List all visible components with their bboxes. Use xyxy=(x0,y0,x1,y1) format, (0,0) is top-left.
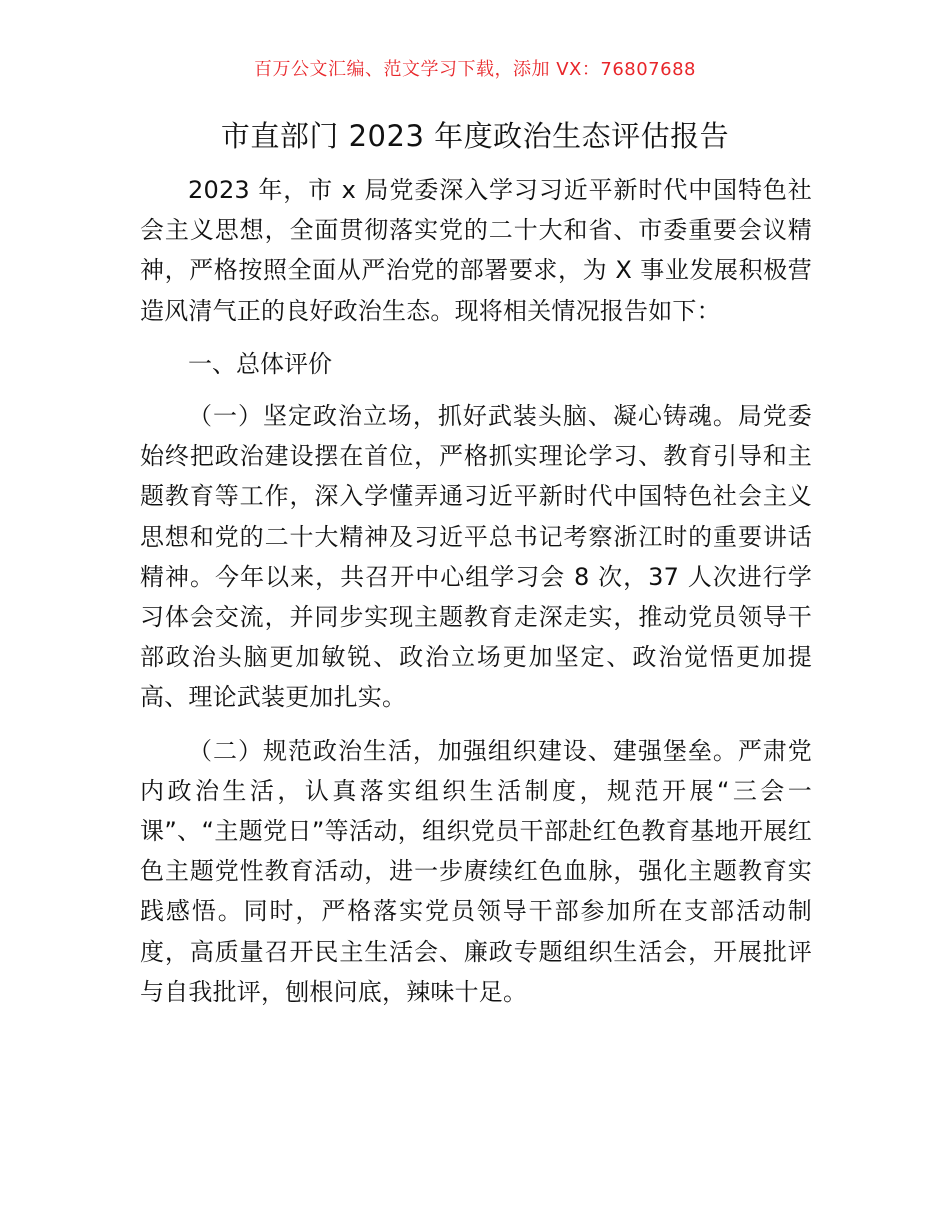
download-notice: 百万公文汇编、范文学习下载，添加 VX：76807688 xyxy=(254,59,696,80)
page-title: 市直部门 2023 年度政治生态评估报告 xyxy=(220,119,730,153)
paragraph-item-2: （二）规范政治生活，加强组织建设、建强堡垒。严肃党内政治生活，认真落实组织生活制度，规范开展“三会一课”、“主题党日”等活动，组织党员干部赴红色教育基地开展红色主题党性教育活动，进一步赓续红色血脉，强化主题教育实践感悟。同时，严格落实党员领导干部参加所在支部活动制度，高质量召开民主生活会、廉政专题组织生活会，开展批评与自我批评，刨根问底，辣味十足。 xyxy=(140,736,812,1006)
intro-paragraph: 2023 年，市 x 局党委深入学习习近平新时代中国特色社会主义思想，全面贯彻落实党的二十大和省、市委重要会议精神，严格按照全面从严治党的部署要求，为 X 事业发展积极营造风清气正的良好政治生态。现将相关情况报告如下： xyxy=(140,176,812,325)
section-heading: 一、总体评价 xyxy=(188,349,332,378)
paragraph-item-1: （一）坚定政治立场，抓好武装头脑、凝心铸魂。局党委始终把政治建设摆在首位，严格抓实理论学习、教育引导和主题教育等工作，深入学懂弄通习近平新时代中国特色社会主义思想和党的二十大精神及习近平总书记考察浙江时的重要讲话精神。今年以来，共召开中心组学习会 8 次，37 人次进行学习体会交流，并同步实现主题教育走深走实，推动党员领导干部政治头脑更加敏锐、政治立场更加坚定、政治觉悟更加提高、理论武装更加扎实。 xyxy=(140,402,812,712)
document-body xyxy=(140,170,812,1012)
